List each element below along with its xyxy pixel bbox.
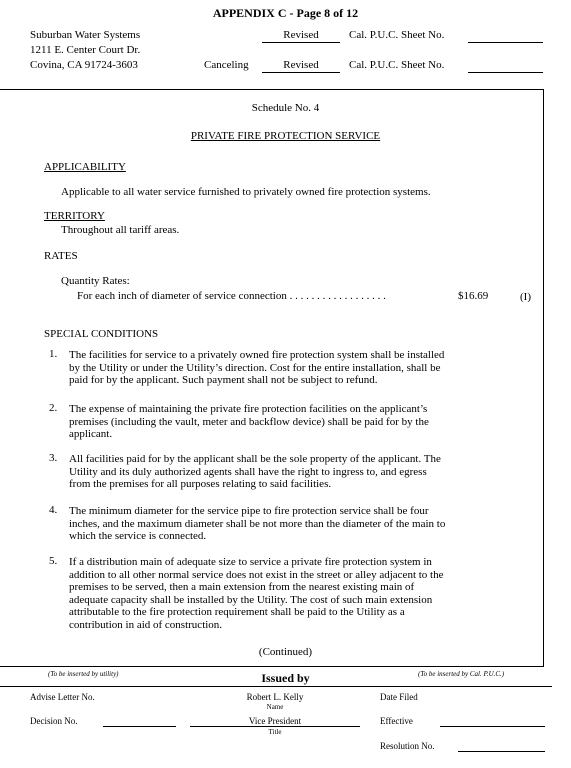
- date-filed-label: Date Filed: [380, 692, 418, 702]
- issuer-title-rule: [190, 726, 360, 727]
- quantity-rates-subheading: Quantity Rates:: [61, 275, 130, 287]
- rate-item-text: For each inch of diameter of service connection . . . . . . . . . . . . . . . . . .: [77, 290, 386, 302]
- revised-label-2: Revised: [283, 59, 319, 71]
- condition-item: All facilities paid for by the applicant shall be the sole property of the applicant. The Utility and its duly authorized agents shall have the right to ingress to, and egress from the premises for all purposes relating to said facilities.: [69, 453, 441, 490]
- frame-top-rule: [0, 89, 543, 90]
- sheet-no-label-2: Cal. P.U.C. Sheet No.: [349, 59, 445, 71]
- title-caption: Title: [268, 728, 282, 736]
- revised-underline-1: [262, 42, 340, 43]
- condition-item: The minimum diameter for the service pipe to fire protection service shall be four inches, and the maximum diameter shall be not more than the diameter of the main to which the service is connected.: [69, 505, 446, 542]
- rates-heading: RATES: [44, 250, 78, 262]
- inserted-by-utility-note: (To be inserted by utility): [48, 670, 119, 678]
- rate-change-mark: (I): [520, 291, 531, 303]
- frame-bottom-rule: [0, 666, 544, 667]
- continued-note: (Continued): [258, 646, 313, 658]
- sheet-no-field-2: [468, 72, 543, 73]
- name-caption: Name: [266, 703, 284, 711]
- condition-item: The facilities for service to a privately owned fire protection system shall be installed by the Utility or under the Utility’s direction. Cost for the entire installation, shall be paid for by the applicant. Such payment shall not be subject to refund.: [69, 349, 445, 386]
- canceling-label: Canceling: [204, 59, 249, 71]
- frame-right-rule: [543, 89, 544, 667]
- territory-heading: TERRITORY: [44, 210, 105, 222]
- revised-underline-2: [262, 72, 340, 73]
- page-title: APPENDIX C - Page 8 of 12: [212, 6, 359, 20]
- condition-number: 3.: [49, 452, 58, 464]
- condition-number: 5.: [49, 555, 58, 567]
- sheet-no-field-1: [468, 42, 543, 43]
- decision-no-field: [103, 726, 176, 727]
- applicability-heading: APPLICABILITY: [44, 161, 126, 173]
- condition-number: 1.: [49, 348, 58, 360]
- condition-item: The expense of maintaining the private fire protection facilities on the applicant’s premises (including the vault, meter and backflow device) shall be paid for by the applicant.: [69, 403, 429, 440]
- decision-no-label: Decision No.: [30, 716, 78, 726]
- revised-label-1: Revised: [283, 29, 319, 41]
- rate-amount: $16.69: [458, 290, 489, 302]
- issued-by-label: Issued by: [261, 671, 310, 685]
- inserted-by-cpuc-note: (To be inserted by Cal. P.U.C.): [418, 670, 505, 678]
- special-conditions-heading: SPECIAL CONDITIONS: [44, 328, 159, 340]
- condition-item: If a distribution main of adequate size to service a private fire protection system in addition to all other normal service does not exist in the street or alley adjacent to the premises to be served, then a main extension from the nearest existing main of adequate capacity shall be installed by the Utility. The cost of such main extension attributable to the fire protection requirement shall be paid to the Utility as a contribution in aid of construction.: [69, 556, 444, 631]
- footer-top-rule: [0, 686, 552, 687]
- schedule-title: PRIVATE FIRE PROTECTION SERVICE: [190, 130, 381, 142]
- issuer-title: Vice President: [248, 716, 302, 726]
- company-address-line2: Covina, CA 91724-3603: [30, 59, 138, 71]
- territory-text: Throughout all tariff areas.: [61, 224, 180, 236]
- sheet-no-label-1: Cal. P.U.C. Sheet No.: [349, 29, 445, 41]
- advise-letter-label: Advise Letter No.: [30, 692, 95, 702]
- applicability-text: Applicable to all water service furnished to privately owned fire protection systems.: [61, 186, 431, 198]
- effective-label: Effective: [380, 716, 413, 726]
- company-address-line1: 1211 E. Center Court Dr.: [30, 44, 141, 56]
- condition-number: 2.: [49, 402, 58, 414]
- resolution-no-label: Resolution No.: [380, 741, 435, 751]
- issuer-name: Robert L. Kelly: [246, 692, 304, 702]
- company-name: Suburban Water Systems: [30, 29, 141, 41]
- condition-number: 4.: [49, 504, 58, 516]
- effective-field: [440, 726, 545, 727]
- schedule-number: Schedule No. 4: [251, 102, 320, 114]
- resolution-no-field: [458, 751, 545, 752]
